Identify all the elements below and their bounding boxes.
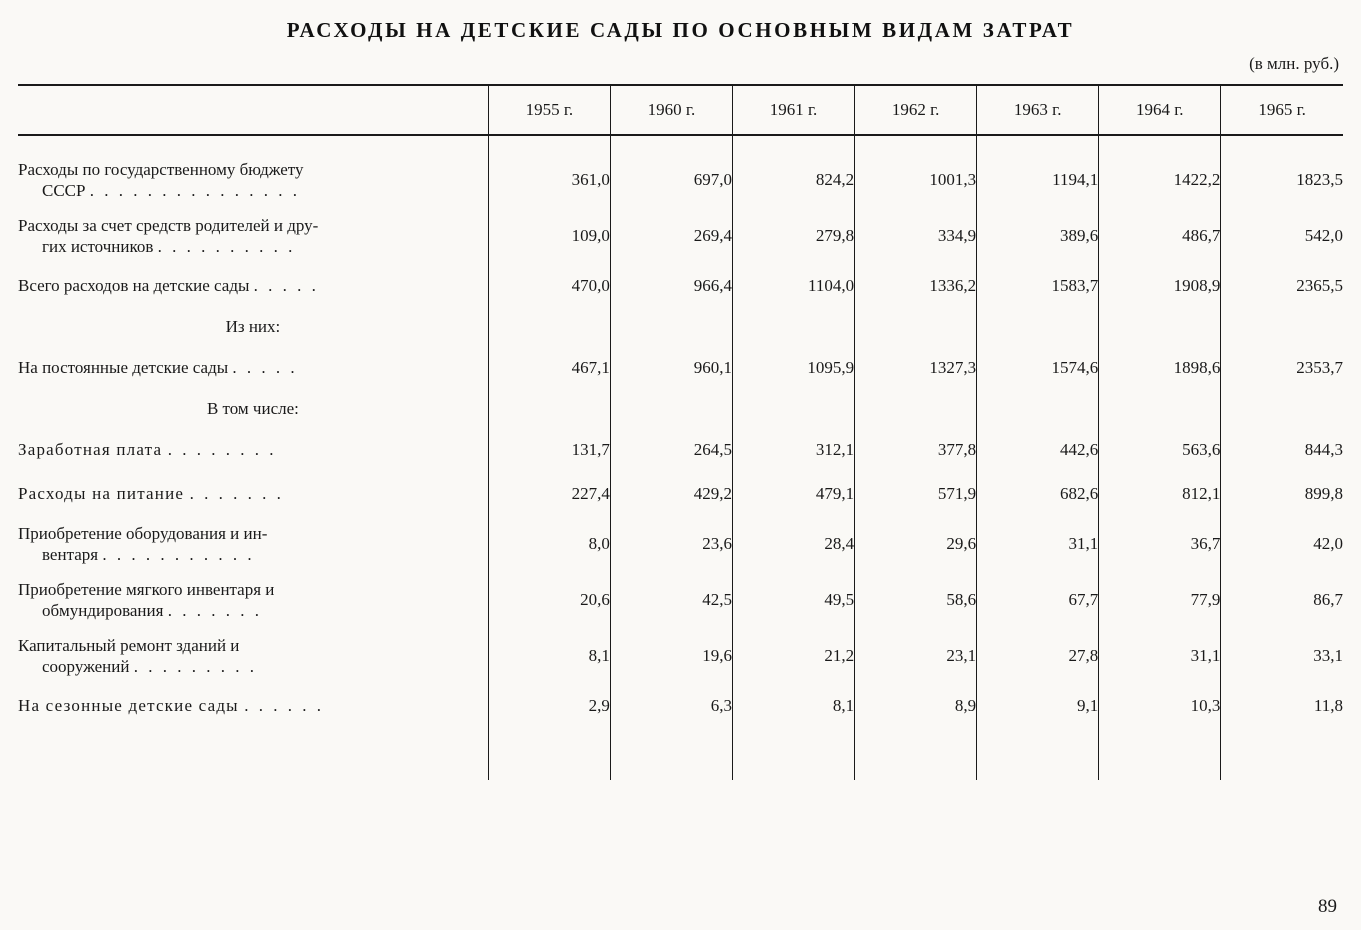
cell-value: 571,9: [855, 472, 977, 516]
cell-value: 1823,5: [1221, 152, 1343, 208]
table: [18, 84, 1343, 780]
cell-value: 11,8: [1221, 684, 1343, 728]
cell-value: 29,6: [855, 516, 977, 572]
row-label: [18, 628, 488, 684]
row-label: [18, 264, 488, 308]
cell-value: 844,3: [1221, 428, 1343, 472]
cell-value: 2353,7: [1221, 346, 1343, 390]
leader-dots: . . . . . . .: [189, 484, 284, 504]
cell-value: 429,2: [610, 472, 732, 516]
row-label-line1: Расходы за счет средств родителей и дру-: [18, 215, 319, 235]
cell-value: 2365,5: [1221, 264, 1343, 308]
cell-value: 42,5: [610, 572, 732, 628]
cell-value: 467,1: [488, 346, 610, 390]
cell-value: 131,7: [488, 428, 610, 472]
table-row: [18, 684, 1343, 728]
cell-value: 1336,2: [855, 264, 977, 308]
leader-dots: . . . . . . . . . . .: [102, 545, 255, 564]
row-label-line1: Капитальный ремонт зданий и: [18, 635, 240, 655]
row-label-line1: Приобретение оборудования и ин-: [18, 523, 268, 543]
table-row: [18, 572, 1343, 628]
cell-value: 1095,9: [733, 346, 855, 390]
cell-value: 899,8: [1221, 472, 1343, 516]
cell-value: 1583,7: [977, 264, 1099, 308]
cell-value: 42,0: [1221, 516, 1343, 572]
cell-value: 960,1: [610, 346, 732, 390]
table-body: [18, 135, 1343, 780]
cell-value: 31,1: [977, 516, 1099, 572]
row-label: Из них:: [225, 317, 281, 337]
leader-dots: . . . . . .: [244, 696, 325, 716]
cell-value: 1574,6: [977, 346, 1099, 390]
row-label-line1: Расходы по государственному бюджету: [18, 159, 304, 179]
table-bottom-spacer: [18, 728, 1343, 780]
cell-value: 31,1: [1099, 628, 1221, 684]
row-label-line1: Расходы на питание: [18, 484, 185, 504]
row-label-line1: Заработная плата: [18, 440, 163, 460]
table-row: [18, 428, 1343, 472]
cell-value: 1194,1: [977, 152, 1099, 208]
cell-value: 563,6: [1099, 428, 1221, 472]
leader-dots: . . . . .: [253, 276, 319, 296]
row-label-line2: сооружений: [42, 657, 130, 676]
row-label-line1: На постоянные детские сады: [18, 358, 229, 378]
row-label: [18, 684, 488, 728]
table-header: [18, 85, 1343, 135]
cell-value: 227,4: [488, 472, 610, 516]
cell-value: 23,1: [855, 628, 977, 684]
table-row: [18, 472, 1343, 516]
cell-value: 21,2: [733, 628, 855, 684]
row-label: [18, 516, 488, 572]
stub-header: [18, 85, 488, 135]
row-label: [18, 572, 488, 628]
cell-value: 1001,3: [855, 152, 977, 208]
cell-value: 8,1: [488, 628, 610, 684]
column-header-1965: 1965 г.: [1221, 85, 1343, 135]
row-label-line1: Приобретение мягкого инвентаря и: [18, 579, 275, 599]
row-label: В том числе:: [206, 399, 299, 419]
cell-value: 542,0: [1221, 208, 1343, 264]
row-label: [18, 428, 488, 472]
column-header-1960: 1960 г.: [610, 85, 732, 135]
cell-value: 20,6: [488, 572, 610, 628]
cell-value: 486,7: [1099, 208, 1221, 264]
column-header-1964: 1964 г.: [1099, 85, 1221, 135]
row-label-line2: обмундирования: [42, 601, 164, 620]
cell-value: 1908,9: [1099, 264, 1221, 308]
spacer-row: [18, 135, 1343, 152]
cell-value: 36,7: [1099, 516, 1221, 572]
cell-value: 28,4: [733, 516, 855, 572]
cell-value: 1898,6: [1099, 346, 1221, 390]
cell-value: 697,0: [610, 152, 732, 208]
cell-value: 77,9: [1099, 572, 1221, 628]
column-header-1963: 1963 г.: [977, 85, 1099, 135]
leader-dots: . . . . . . .: [167, 601, 262, 620]
row-label: [18, 346, 488, 390]
cell-value: 33,1: [1221, 628, 1343, 684]
cell-value: 389,6: [977, 208, 1099, 264]
table-row: [18, 208, 1343, 264]
cell-value: 1327,3: [855, 346, 977, 390]
leader-dots: . . . . . . . . .: [133, 657, 257, 676]
cell-value: 27,8: [977, 628, 1099, 684]
table-row: [18, 152, 1343, 208]
cell-value: 9,1: [977, 684, 1099, 728]
table-row: [18, 628, 1343, 684]
page-number: 89: [1318, 896, 1337, 917]
cell-value: 279,8: [733, 208, 855, 264]
table-row: [18, 264, 1343, 308]
column-header-1961: 1961 г.: [733, 85, 855, 135]
table-subheader-row: [18, 308, 1343, 346]
row-label: [18, 472, 488, 516]
cell-value: 470,0: [488, 264, 610, 308]
cell-value: 6,3: [610, 684, 732, 728]
cell-value: 269,4: [610, 208, 732, 264]
cell-value: 8,0: [488, 516, 610, 572]
page-title: РАСХОДЫ НА ДЕТСКИЕ САДЫ ПО ОСНОВНЫМ ВИДАМ ЗАТРАТ: [286, 18, 1075, 42]
cell-value: 1104,0: [733, 264, 855, 308]
cell-value: 8,9: [855, 684, 977, 728]
row-label: [18, 152, 488, 208]
cell-value: 109,0: [488, 208, 610, 264]
leader-dots: . . . . . . . . . . . . . . .: [89, 181, 300, 200]
table-row: [18, 516, 1343, 572]
cell-value: 442,6: [977, 428, 1099, 472]
cell-value: 312,1: [733, 428, 855, 472]
cell-value: 812,1: [1099, 472, 1221, 516]
cell-value: 23,6: [610, 516, 732, 572]
expenditure-table: [18, 84, 1343, 780]
cell-value: 10,3: [1099, 684, 1221, 728]
cell-value: 334,9: [855, 208, 977, 264]
units-note: (в млн. руб.): [1249, 54, 1339, 73]
row-label: [18, 208, 488, 264]
cell-value: 824,2: [733, 152, 855, 208]
cell-value: 49,5: [733, 572, 855, 628]
cell-value: 1422,2: [1099, 152, 1221, 208]
header-row: [18, 85, 1343, 135]
cell-value: 479,1: [733, 472, 855, 516]
cell-value: 2,9: [488, 684, 610, 728]
row-label-line2: СССР: [42, 181, 86, 200]
leader-dots: . . . . . . . . . .: [157, 237, 296, 256]
row-label-line2: вентаря: [42, 545, 99, 564]
table-subheader-row: [18, 390, 1343, 428]
cell-value: 264,5: [610, 428, 732, 472]
cell-value: 67,7: [977, 572, 1099, 628]
leader-dots: . . . . . . . .: [167, 440, 277, 460]
row-label-line1: Всего расходов на детские сады: [18, 276, 250, 296]
row-label-line2: гих источников: [42, 237, 154, 256]
cell-value: 361,0: [488, 152, 610, 208]
column-header-1962: 1962 г.: [855, 85, 977, 135]
leader-dots: . . . . .: [232, 358, 298, 378]
cell-value: 19,6: [610, 628, 732, 684]
cell-value: 966,4: [610, 264, 732, 308]
cell-value: 377,8: [855, 428, 977, 472]
cell-value: 8,1: [733, 684, 855, 728]
row-label-line1: На сезонные детские сады: [18, 696, 239, 716]
cell-value: 58,6: [855, 572, 977, 628]
column-header-1955: 1955 г.: [488, 85, 610, 135]
cell-value: 682,6: [977, 472, 1099, 516]
table-row: [18, 346, 1343, 390]
cell-value: 86,7: [1221, 572, 1343, 628]
